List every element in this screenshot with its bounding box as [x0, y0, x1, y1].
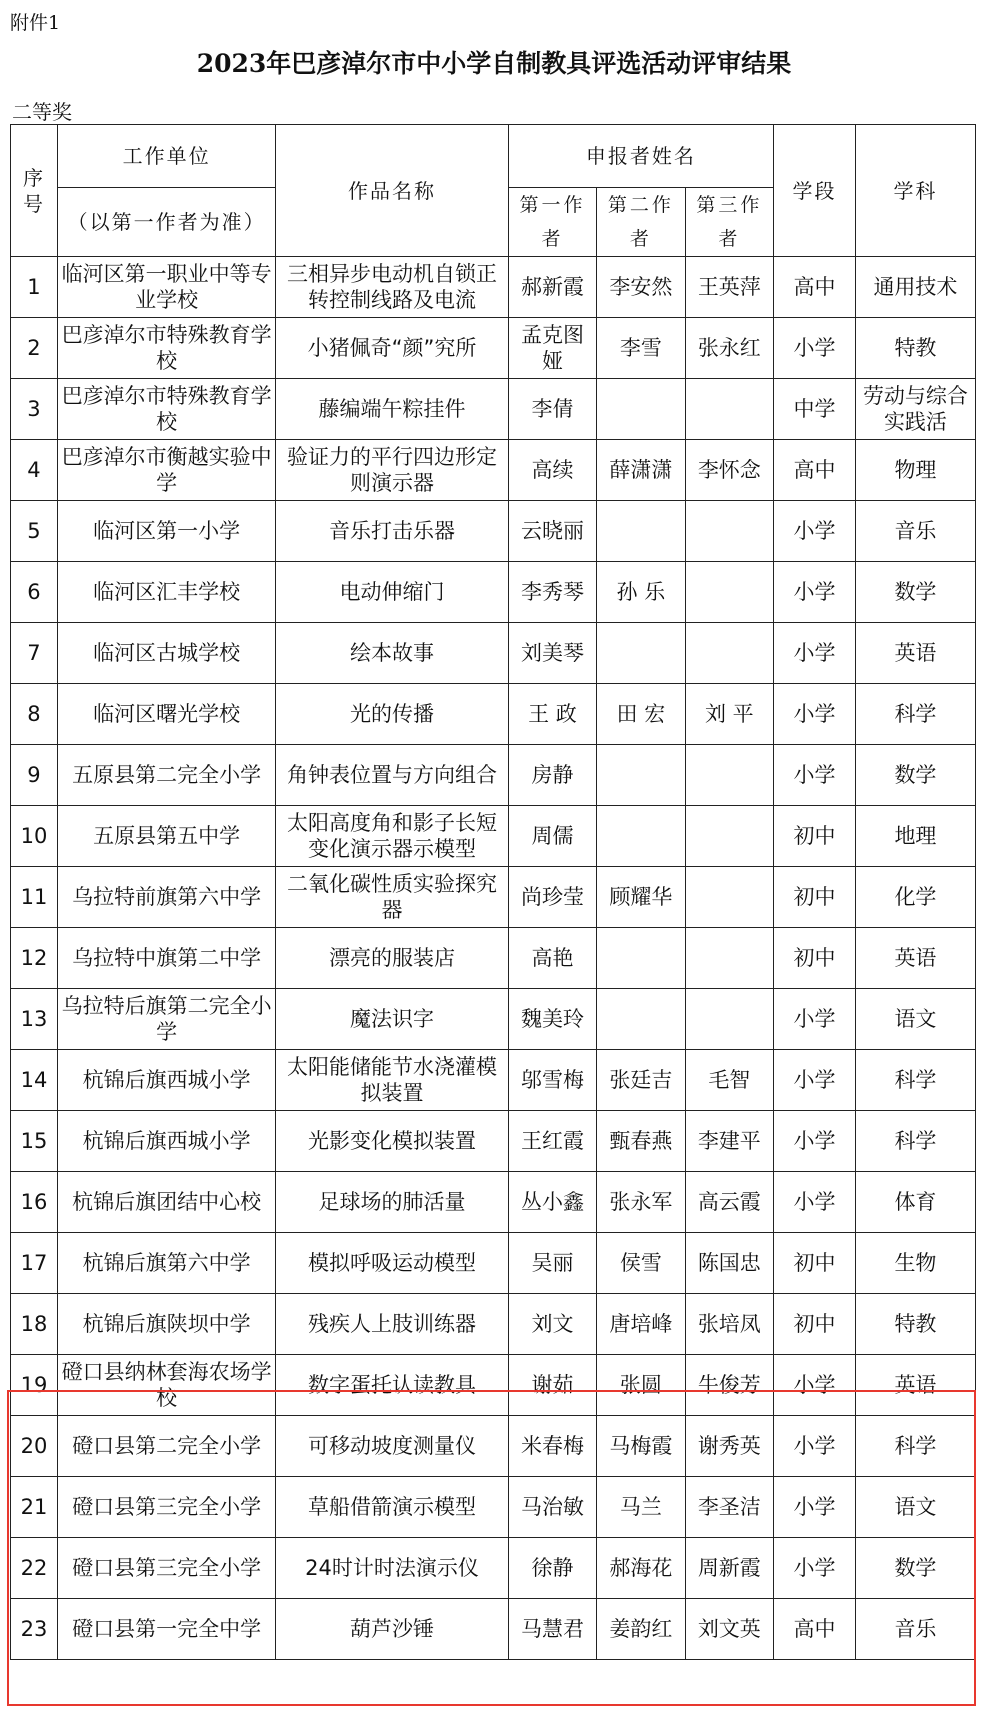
cell-unit: 巴彦淖尔市衡越实验中学: [57, 440, 275, 501]
attachment-label: 附件1: [10, 12, 61, 34]
cell-unit: 巴彦淖尔市特殊教育学校: [57, 318, 275, 379]
cell-third-author: [685, 501, 773, 562]
cell-unit: 磴口县第二完全小学: [57, 1416, 275, 1477]
cell-third-author: [685, 867, 773, 928]
cell-second-author: 姜韵红: [597, 1599, 685, 1660]
cell-second-author: 张廷吉: [597, 1050, 685, 1111]
cell-second-author: [597, 745, 685, 806]
cell-first-author: 马治敏: [508, 1477, 596, 1538]
cell-unit: 五原县第五中学: [57, 806, 275, 867]
cell-first-author: 王红霞: [508, 1111, 596, 1172]
cell-work: 草船借箭演示模型: [276, 1477, 509, 1538]
cell-subject: 科学: [855, 684, 975, 745]
cell-unit: 磴口县第三完全小学: [57, 1538, 275, 1599]
cell-no: 15: [11, 1111, 58, 1172]
cell-third-author: 高云霞: [685, 1172, 773, 1233]
cell-first-author: 米春梅: [508, 1416, 596, 1477]
cell-stage: 小学: [774, 1416, 856, 1477]
table-row: [11, 684, 976, 745]
cell-unit: 磴口县第三完全小学: [57, 1477, 275, 1538]
cell-stage: 小学: [774, 684, 856, 745]
header-unit-note: （以第一作者为准）: [57, 188, 275, 257]
cell-subject: 特教: [855, 1294, 975, 1355]
cell-second-author: [597, 623, 685, 684]
cell-unit: 临河区汇丰学校: [57, 562, 275, 623]
table-row: [11, 623, 976, 684]
cell-second-author: 孙 乐: [597, 562, 685, 623]
cell-third-author: 李圣洁: [685, 1477, 773, 1538]
header-stage: 学段: [774, 125, 856, 257]
cell-unit: 临河区曙光学校: [57, 684, 275, 745]
cell-second-author: 李安然: [597, 257, 685, 318]
cell-work: 电动伸缩门: [276, 562, 509, 623]
table-row: [11, 867, 976, 928]
cell-stage: 小学: [774, 1172, 856, 1233]
cell-no: 9: [11, 745, 58, 806]
cell-second-author: 薛潇潇: [597, 440, 685, 501]
cell-no: 8: [11, 684, 58, 745]
cell-subject: 音乐: [855, 501, 975, 562]
cell-no: 14: [11, 1050, 58, 1111]
results-table: [10, 124, 976, 1660]
cell-subject: 科学: [855, 1111, 975, 1172]
cell-unit: 乌拉特后旗第二完全小学: [57, 989, 275, 1050]
cell-no: 6: [11, 562, 58, 623]
cell-no: 18: [11, 1294, 58, 1355]
cell-first-author: 高艳: [508, 928, 596, 989]
cell-stage: 高中: [774, 1599, 856, 1660]
cell-unit: 五原县第二完全小学: [57, 745, 275, 806]
cell-third-author: 周新霞: [685, 1538, 773, 1599]
cell-second-author: 马兰: [597, 1477, 685, 1538]
cell-work: 角钟表位置与方向组合: [276, 745, 509, 806]
cell-no: 22: [11, 1538, 58, 1599]
cell-unit: 杭锦后旗团结中心校: [57, 1172, 275, 1233]
cell-stage: 小学: [774, 501, 856, 562]
cell-no: 5: [11, 501, 58, 562]
table-row: [11, 1599, 976, 1660]
cell-first-author: 刘文: [508, 1294, 596, 1355]
cell-work: 残疾人上肢训练器: [276, 1294, 509, 1355]
cell-stage: 小学: [774, 1538, 856, 1599]
table-row: [11, 989, 976, 1050]
cell-subject: 特教: [855, 318, 975, 379]
cell-unit: 临河区第一小学: [57, 501, 275, 562]
cell-work: 绘本故事: [276, 623, 509, 684]
cell-work: 漂亮的服装店: [276, 928, 509, 989]
cell-subject: 语文: [855, 989, 975, 1050]
table-row: [11, 1294, 976, 1355]
cell-second-author: 田 宏: [597, 684, 685, 745]
cell-subject: 体育: [855, 1172, 975, 1233]
cell-no: 2: [11, 318, 58, 379]
cell-no: 10: [11, 806, 58, 867]
cell-no: 3: [11, 379, 58, 440]
cell-subject: 英语: [855, 928, 975, 989]
cell-subject: 英语: [855, 1355, 975, 1416]
cell-subject: 生物: [855, 1233, 975, 1294]
table-row: [11, 1172, 976, 1233]
table-row: [11, 1355, 976, 1416]
cell-no: 7: [11, 623, 58, 684]
cell-first-author: 谢茹: [508, 1355, 596, 1416]
cell-third-author: [685, 623, 773, 684]
cell-unit: 临河区第一职业中等专业学校: [57, 257, 275, 318]
cell-stage: 初中: [774, 928, 856, 989]
cell-no: 21: [11, 1477, 58, 1538]
cell-stage: 初中: [774, 867, 856, 928]
cell-third-author: 李建平: [685, 1111, 773, 1172]
cell-unit: 磴口县第一完全中学: [57, 1599, 275, 1660]
cell-subject: 地理: [855, 806, 975, 867]
table-row: [11, 928, 976, 989]
cell-work: 太阳高度角和影子长短变化演示器示模型: [276, 806, 509, 867]
table-row: [11, 562, 976, 623]
cell-third-author: 刘文英: [685, 1599, 773, 1660]
cell-second-author: 张永军: [597, 1172, 685, 1233]
cell-work: 可移动坡度测量仪: [276, 1416, 509, 1477]
cell-third-author: [685, 928, 773, 989]
table-row: [11, 257, 976, 318]
header-second-author: 第二作者: [597, 188, 685, 257]
cell-work: 葫芦沙锤: [276, 1599, 509, 1660]
cell-subject: 数学: [855, 1538, 975, 1599]
cell-work: 魔法识字: [276, 989, 509, 1050]
cell-stage: 小学: [774, 989, 856, 1050]
cell-stage: 高中: [774, 257, 856, 318]
cell-stage: 小学: [774, 1050, 856, 1111]
cell-third-author: [685, 379, 773, 440]
cell-stage: 小学: [774, 1355, 856, 1416]
document-title: 2023年巴彦淖尔市中小学自制教具评选活动评审结果: [196, 49, 792, 78]
cell-second-author: [597, 379, 685, 440]
cell-first-author: 李秀琴: [508, 562, 596, 623]
table-row: [11, 379, 976, 440]
header-unit: 工作单位: [57, 125, 275, 188]
cell-stage: 初中: [774, 806, 856, 867]
cell-unit: 乌拉特中旗第二中学: [57, 928, 275, 989]
cell-work: 二氧化碳性质实验探究器: [276, 867, 509, 928]
cell-first-author: 云晓丽: [508, 501, 596, 562]
cell-stage: 初中: [774, 1233, 856, 1294]
cell-work: 藤编端午粽挂件: [276, 379, 509, 440]
award-level: 二等奖: [12, 100, 72, 124]
cell-stage: 高中: [774, 440, 856, 501]
cell-work: 三相异步电动机自锁正转控制线路及电流: [276, 257, 509, 318]
cell-no: 16: [11, 1172, 58, 1233]
cell-first-author: 徐静: [508, 1538, 596, 1599]
cell-no: 20: [11, 1416, 58, 1477]
cell-work: 24时计时法演示仪: [276, 1538, 509, 1599]
cell-unit: 杭锦后旗西城小学: [57, 1111, 275, 1172]
cell-first-author: 孟克图娅: [508, 318, 596, 379]
cell-third-author: 毛智: [685, 1050, 773, 1111]
cell-no: 12: [11, 928, 58, 989]
cell-third-author: 牛俊芳: [685, 1355, 773, 1416]
cell-subject: 化学: [855, 867, 975, 928]
header-applicants: 申报者姓名: [508, 125, 773, 188]
cell-stage: 小学: [774, 745, 856, 806]
cell-work: 音乐打击乐器: [276, 501, 509, 562]
cell-unit: 磴口县纳林套海农场学校: [57, 1355, 275, 1416]
cell-work: 光的传播: [276, 684, 509, 745]
table-row: [11, 440, 976, 501]
header-seq: 序号: [11, 125, 58, 257]
cell-second-author: 唐培峰: [597, 1294, 685, 1355]
header-third-author: 第三作者: [685, 188, 773, 257]
cell-first-author: 高续: [508, 440, 596, 501]
cell-work: 太阳能储能节水浇灌模拟装置: [276, 1050, 509, 1111]
header-work: 作品名称: [276, 125, 509, 257]
cell-subject: 数学: [855, 562, 975, 623]
cell-no: 4: [11, 440, 58, 501]
table-row: [11, 1233, 976, 1294]
cell-work: 验证力的平行四边形定则演示器: [276, 440, 509, 501]
cell-subject: 科学: [855, 1050, 975, 1111]
cell-subject: 数学: [855, 745, 975, 806]
cell-second-author: 李雪: [597, 318, 685, 379]
cell-second-author: [597, 806, 685, 867]
cell-second-author: 张圆: [597, 1355, 685, 1416]
cell-first-author: 魏美玲: [508, 989, 596, 1050]
table-row: [11, 318, 976, 379]
header-subject: 学科: [855, 125, 975, 257]
cell-first-author: 尚珍莹: [508, 867, 596, 928]
cell-stage: 小学: [774, 318, 856, 379]
cell-third-author: 王英萍: [685, 257, 773, 318]
table-row: [11, 806, 976, 867]
cell-third-author: 张永红: [685, 318, 773, 379]
cell-stage: 小学: [774, 623, 856, 684]
table-row: [11, 1538, 976, 1599]
cell-second-author: 侯雪: [597, 1233, 685, 1294]
cell-third-author: [685, 989, 773, 1050]
cell-work: 光影变化模拟装置: [276, 1111, 509, 1172]
cell-first-author: 李倩: [508, 379, 596, 440]
table-row: [11, 745, 976, 806]
cell-subject: 科学: [855, 1416, 975, 1477]
table-row: [11, 501, 976, 562]
cell-first-author: 郝新霞: [508, 257, 596, 318]
cell-third-author: 谢秀英: [685, 1416, 773, 1477]
cell-subject: 语文: [855, 1477, 975, 1538]
table-row: [11, 1477, 976, 1538]
cell-unit: 巴彦淖尔市特殊教育学校: [57, 379, 275, 440]
cell-no: 23: [11, 1599, 58, 1660]
cell-unit: 乌拉特前旗第六中学: [57, 867, 275, 928]
cell-work: 模拟呼吸运动模型: [276, 1233, 509, 1294]
cell-work: 数字蛋托认读教具: [276, 1355, 509, 1416]
cell-stage: 小学: [774, 1111, 856, 1172]
cell-first-author: 房静: [508, 745, 596, 806]
cell-unit: 临河区古城学校: [57, 623, 275, 684]
cell-second-author: [597, 928, 685, 989]
cell-subject: 音乐: [855, 1599, 975, 1660]
cell-work: 小猪佩奇“颜”究所: [276, 318, 509, 379]
cell-stage: 初中: [774, 1294, 856, 1355]
cell-second-author: 马梅霞: [597, 1416, 685, 1477]
cell-work: 足球场的肺活量: [276, 1172, 509, 1233]
cell-third-author: [685, 806, 773, 867]
cell-third-author: 刘 平: [685, 684, 773, 745]
header-row-1: [11, 125, 976, 188]
cell-first-author: 邬雪梅: [508, 1050, 596, 1111]
cell-second-author: 顾耀华: [597, 867, 685, 928]
header-first-author: 第一作者: [508, 188, 596, 257]
cell-first-author: 马慧君: [508, 1599, 596, 1660]
cell-first-author: 刘美琴: [508, 623, 596, 684]
cell-stage: 中学: [774, 379, 856, 440]
cell-stage: 小学: [774, 562, 856, 623]
cell-second-author: 甄春燕: [597, 1111, 685, 1172]
cell-third-author: 李怀念: [685, 440, 773, 501]
table-row: [11, 1111, 976, 1172]
cell-no: 17: [11, 1233, 58, 1294]
cell-no: 1: [11, 257, 58, 318]
cell-first-author: 吴丽: [508, 1233, 596, 1294]
cell-no: 19: [11, 1355, 58, 1416]
cell-unit: 杭锦后旗第六中学: [57, 1233, 275, 1294]
cell-subject: 通用技术: [855, 257, 975, 318]
cell-second-author: 郝海花: [597, 1538, 685, 1599]
cell-third-author: 张培凤: [685, 1294, 773, 1355]
cell-first-author: 丛小鑫: [508, 1172, 596, 1233]
cell-subject: 英语: [855, 623, 975, 684]
table-row: [11, 1416, 976, 1477]
cell-subject: 物理: [855, 440, 975, 501]
cell-third-author: [685, 745, 773, 806]
cell-third-author: 陈国忠: [685, 1233, 773, 1294]
cell-stage: 小学: [774, 1477, 856, 1538]
cell-second-author: [597, 501, 685, 562]
cell-first-author: 王 政: [508, 684, 596, 745]
cell-third-author: [685, 562, 773, 623]
cell-subject: 劳动与综合实践活: [855, 379, 975, 440]
cell-unit: 杭锦后旗西城小学: [57, 1050, 275, 1111]
cell-first-author: 周儒: [508, 806, 596, 867]
cell-unit: 杭锦后旗陕坝中学: [57, 1294, 275, 1355]
cell-second-author: [597, 989, 685, 1050]
cell-no: 11: [11, 867, 58, 928]
table-row: [11, 1050, 976, 1111]
cell-no: 13: [11, 989, 58, 1050]
